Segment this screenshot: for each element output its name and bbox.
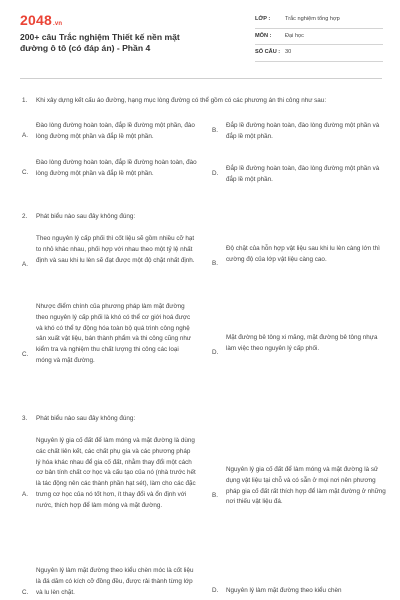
question-stem: Khi xây dựng kết cấu áo đường, hạng mục lòng đường có thể gồm có các phương án thi công như sau: <box>36 97 327 104</box>
option-text: Nhược điểm chính của phương pháp làm mặt đường theo nguyên lý cấp phối là khó có thể cơ giới hoá được và khó có thể tự động hóa toàn bộ quá trình công nghệ sản xuất vật liệu, bán thành phẩm và thi công cũng như kiểm tra và nghiệm thu chất lượng thi công các loại móng và mặt đường. <box>36 303 192 364</box>
option-letter: A. <box>22 491 28 498</box>
meta-table <box>255 12 383 62</box>
meta-key: MÔN : <box>255 32 272 39</box>
option-text: Nguyên lý làm mặt đường theo kiểu chèn móc là cốt liệu là đá dăm có kích cỡ đồng đều, được rải thành từng lớp và lu lèn chặt. <box>36 567 194 596</box>
option-text: Độ chặt của hỗn hợp vật liệu sau khi lu lèn càng lớn thì cường độ của lớp vật liệu càng cao. <box>226 245 380 263</box>
question-stem: Phát biểu nào sau đây không đúng: <box>36 213 136 220</box>
option-letter: D. <box>212 349 219 356</box>
option-text: Nguyên lý làm mặt đường theo kiểu chèn <box>226 587 342 594</box>
meta-value: Trắc nghiệm tổng hợp <box>285 16 340 22</box>
meta-value: Đại học <box>285 32 304 39</box>
option-text: Nguyên lý gia cố đất để làm móng và mặt đường là dùng các chất liên kết, các chất phụ gia và các phương pháp lý hóa khác nhau để gia cố đất, nhằm thay đổi một cách cơ bản tính chất cơ học và cấu tạo của nó (nhà trước hết là tác động nên các thành phần hạt sét), làm cho các đặc trưng cơ học của nó tốt hơn, ít thay đổi và ổn định với nước, thích hợp để làm móng và mặt đường. <box>36 437 196 509</box>
question-number: 2. <box>22 213 28 220</box>
option-letter: D. <box>212 587 219 594</box>
logo-text: 2048 <box>20 12 52 28</box>
option-text: Nguyên lý gia cố đất để làm móng và mặt đường là sử dụng vật liệu tại chỗ và có sẵn ở mọi nơi nên phương pháp gia cố đất rất thích hợp để làm mặt đường ở những nơi thiếu vật liệu đá. <box>226 466 386 506</box>
option-letter: B. <box>212 492 218 499</box>
question-stem: Phát biểu nào sau đây không đúng: <box>36 415 136 422</box>
option-text: Đào lòng đường hoàn toàn, đắp lề đường hoàn toàn, đào lòng đường một phần và đắp lề một phần. <box>36 159 197 177</box>
option-text: Mặt đường bê tông xi măng, mặt đường bê tông nhựa làm việc theo nguyên lý cấp phối. <box>226 334 378 352</box>
option-letter: A. <box>22 132 28 139</box>
option-text: Đắp lề đường hoàn toàn, đào lòng đường một phần và đắp lề một phần. <box>226 122 380 140</box>
option-letter: B. <box>212 260 218 267</box>
site-logo[interactable] <box>20 12 62 28</box>
logo-suffix: .vn <box>52 21 63 27</box>
meta-value: 30 <box>285 49 292 55</box>
header-divider <box>20 78 382 79</box>
option-letter: C. <box>22 589 29 596</box>
question-1 <box>20 96 382 120</box>
question-3 <box>20 414 382 426</box>
option-text: Đào lòng đường hoàn toàn, đắp lề đường một phần, đào lòng đường một phần và đắp lề một phần. <box>36 122 195 140</box>
option-letter: A. <box>22 261 28 268</box>
option-text: Đắp lề đường hoàn toàn, đào lòng đường một phần và đắp lề một phần. <box>226 165 380 183</box>
meta-row-subject <box>255 29 383 46</box>
option-text: Theo nguyên lý cấp phối thì cốt liệu sẽ gồm nhiều cỡ hạt to nhỏ khác nhau, phối hợp với nhau theo một tỷ lệ nhất định và sau khi lu lèn sẽ đạt được một độ chặt nhất định. <box>36 235 195 264</box>
option-letter: B. <box>212 127 218 134</box>
option-letter: C. <box>22 351 29 358</box>
option-letter: D. <box>212 170 219 177</box>
meta-row-class <box>255 12 383 29</box>
meta-key: LỚP : <box>255 16 271 22</box>
option-letter: C. <box>22 169 29 176</box>
question-number: 1. <box>22 97 28 104</box>
meta-row-count <box>255 45 383 62</box>
question-number: 3. <box>22 415 28 422</box>
question-2 <box>20 212 382 224</box>
meta-key: SỐ CÂU : <box>255 49 281 55</box>
document-title: 200+ câu Trắc nghiệm Thiết kế nền mặt đường ô tô (có đáp án) - Phần 4 <box>20 32 180 53</box>
document-header <box>0 0 400 72</box>
